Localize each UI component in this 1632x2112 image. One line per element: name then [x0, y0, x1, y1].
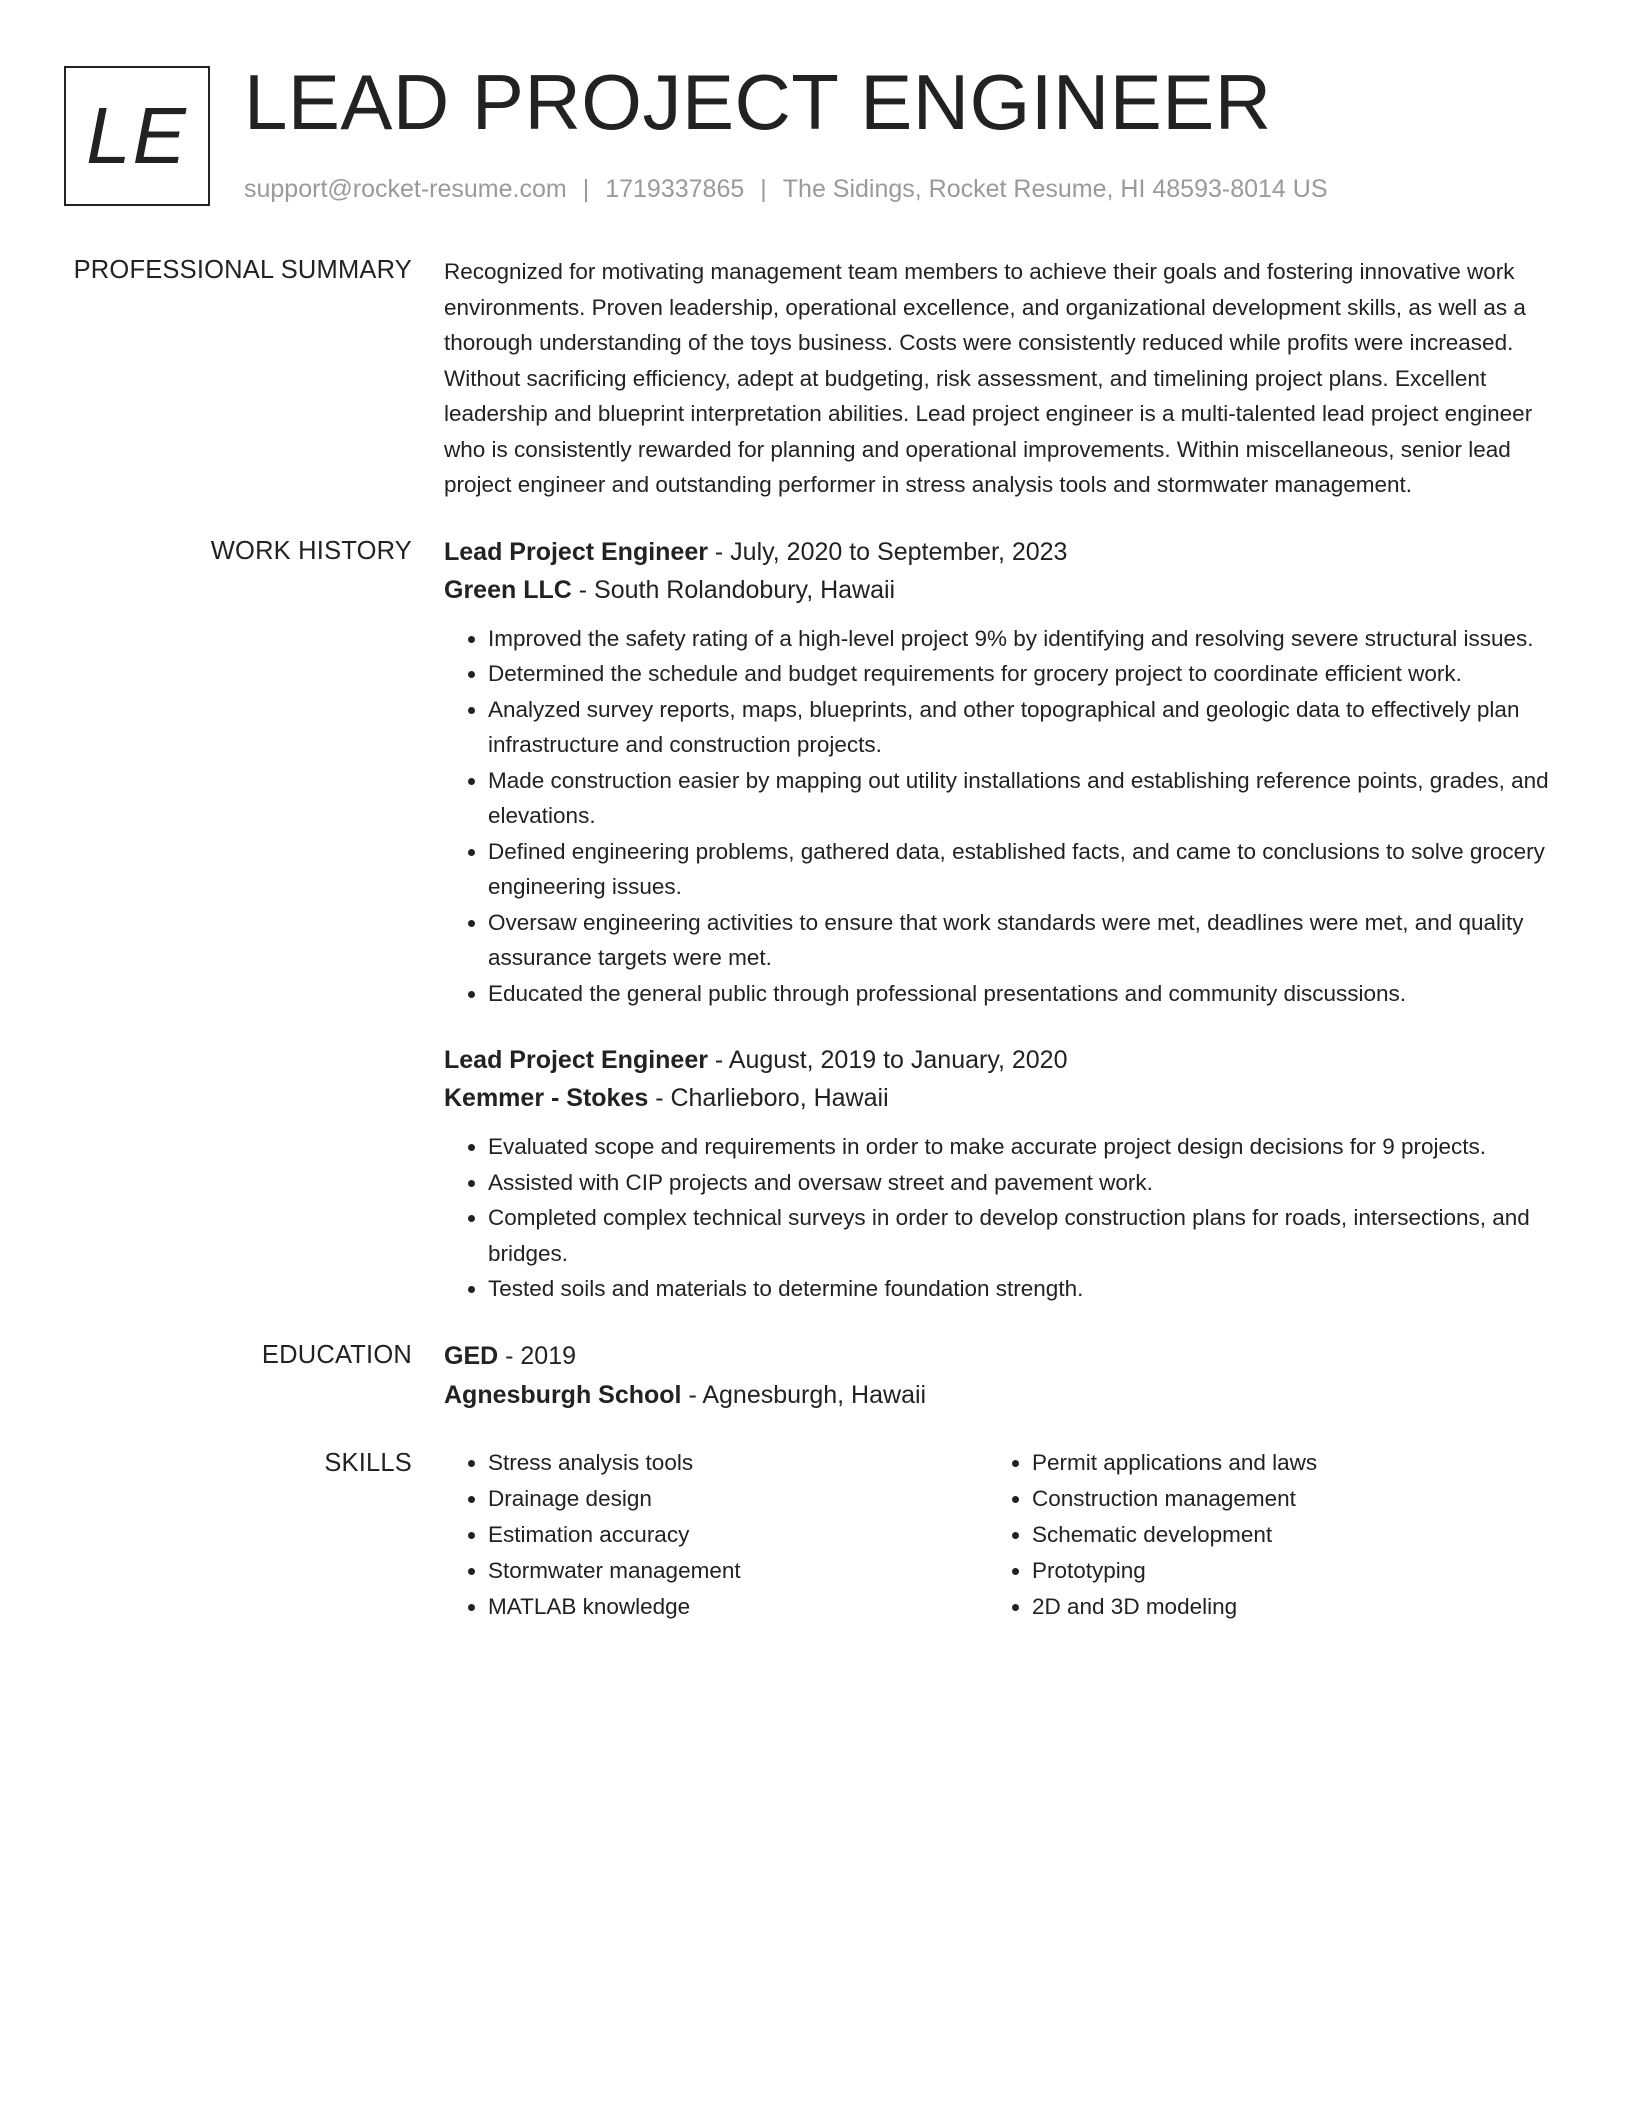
skill-item: • Stormwater management: [488, 1553, 988, 1589]
job-company-line: [444, 571, 1550, 609]
work-history-section: [0, 533, 1632, 1307]
job-title-line: [444, 533, 1550, 571]
job-bullet: • Assisted with CIP projects and oversaw street and pavement work.: [488, 1165, 1550, 1201]
education-year: - 2019: [498, 1341, 577, 1370]
skill-item: • Stress analysis tools: [488, 1445, 988, 1481]
job-bullet: • Improved the safety rating of a high-level project 9% by identifying and resolving severe structural issues.: [488, 621, 1550, 657]
job-company-line: [444, 1079, 1550, 1117]
job-bullet: • Made construction easier by mapping out utility installations and establishing reference points, grades, and elevations.: [488, 763, 1550, 834]
job-company: Green LLC: [444, 575, 572, 604]
contact-separator: |: [760, 175, 767, 203]
job-entry: [444, 1041, 1550, 1307]
job-company: Kemmer - Stokes: [444, 1084, 649, 1112]
job-location: - Charlieboro, Hawaii: [648, 1084, 889, 1112]
job-bullet: • Evaluated scope and requirements in order to make accurate project design decisions for 9 projects.: [488, 1129, 1550, 1165]
resume-content: [0, 252, 1632, 1655]
skill-item: • Construction management: [1032, 1481, 1532, 1517]
skills-list-right: [988, 1445, 1532, 1625]
skills-section: [0, 1445, 1632, 1625]
job-dates: - July, 2020 to September, 2023: [707, 537, 1068, 566]
summary-text: Recognized for motivating management team members to achieve their goals and fostering innovative work environments. Proven leadership, operational excellence, and organizational development skills, as well as a thorough understanding of the toys business. Costs were consistently reduced while profits were increased. Without sacrificing efficiency, adept at budgeting, risk assessment, and timelining project plans. Excellent leadership and blueprint interpretation abilities. Lead project engineer is a multi-talented lead project engineer who is consistently rewarded for planning and operational improvements. Within miscellaneous, senior lead project engineer and outstanding performer in stress analysis tools and stormwater management.: [444, 259, 1533, 497]
summary-body: [444, 252, 1550, 503]
section-label-education: EDUCATION: [261, 1340, 412, 1369]
contact-email: support@rocket-resume.com: [244, 175, 567, 203]
job-title-line: [444, 1041, 1550, 1079]
education-school-line: [444, 1376, 1550, 1415]
contact-line: [244, 172, 1328, 206]
contact-address: The Sidings, Rocket Resume, HI 48593-8014 US: [782, 175, 1328, 203]
skill-item: • Prototyping: [1032, 1553, 1532, 1589]
skill-item: • Permit applications and laws: [1032, 1445, 1532, 1481]
job-location: - South Rolandobury, Hawaii: [571, 575, 896, 604]
job-bullet: • Oversaw engineering activities to ensure that work standards were met, deadlines were met, and quality assurance targets were met.: [488, 905, 1550, 976]
job-entry: [444, 533, 1550, 1012]
resume-title: LEAD PROJECT ENGINEER: [244, 58, 1272, 146]
education-school: Agnesburgh School: [444, 1380, 682, 1409]
job-title: Lead Project Engineer: [444, 537, 708, 566]
work-history-body: [444, 533, 1550, 1307]
job-dates: - August, 2019 to January, 2020: [707, 1046, 1068, 1074]
job-bullet: • Analyzed survey reports, maps, blueprints, and other topographical and geologic data to effectively plan infrastructure and construction projects.: [488, 692, 1550, 763]
skill-item: • Drainage design: [488, 1481, 988, 1517]
job-bullet: • Tested soils and materials to determine foundation strength.: [488, 1271, 1550, 1307]
job-title: Lead Project Engineer: [444, 1046, 708, 1074]
contact-phone: 1719337865: [605, 175, 745, 203]
summary-section: [0, 252, 1632, 503]
education-degree-line: [444, 1337, 1550, 1376]
job-bullets: [444, 1129, 1550, 1307]
skill-item: • Schematic development: [1032, 1517, 1532, 1553]
education-section: [0, 1337, 1632, 1415]
job-bullet: • Completed complex technical surveys in order to develop construction plans for roads, intersections, and bridges.: [488, 1200, 1550, 1271]
section-label-skills: SKILLS: [324, 1448, 412, 1477]
section-label-summary: PROFESSIONAL SUMMARY: [73, 256, 412, 284]
job-bullet: • Defined engineering problems, gathered data, established facts, and came to conclusions to solve grocery engineering issues.: [488, 834, 1550, 905]
skills-list-left: [444, 1445, 988, 1625]
contact-separator: |: [582, 175, 590, 203]
skill-item: • Estimation accuracy: [488, 1517, 988, 1553]
section-label-work-history: WORK HISTORY: [210, 536, 412, 565]
skill-item: • MATLAB knowledge: [488, 1589, 988, 1625]
job-bullet: • Determined the schedule and budget requirements for grocery project to coordinate efficient work.: [488, 656, 1550, 692]
monogram-logo: LE: [64, 66, 210, 206]
skill-item: • 2D and 3D modeling: [1032, 1589, 1532, 1625]
skills-body: [444, 1445, 1550, 1625]
job-bullets: [444, 621, 1550, 1012]
education-location: - Agnesburgh, Hawaii: [681, 1380, 927, 1409]
education-body: [444, 1337, 1550, 1415]
education-degree: GED: [444, 1341, 499, 1370]
job-bullet: • Educated the general public through professional presentations and community discussions.: [488, 976, 1550, 1012]
